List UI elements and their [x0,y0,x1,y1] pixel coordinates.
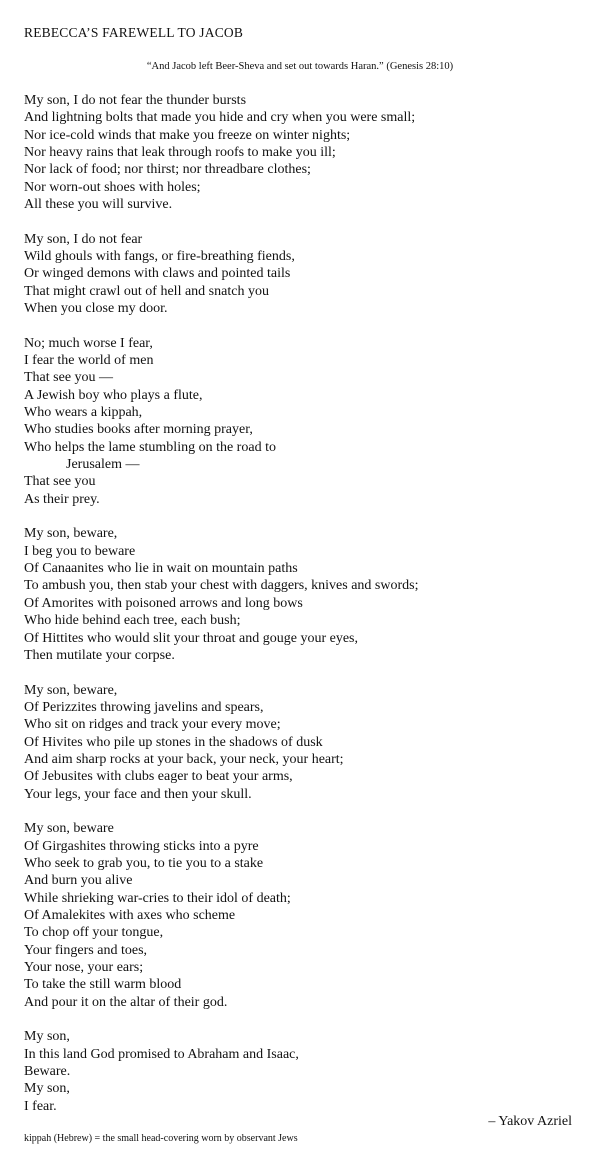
poem-line: Then mutilate your corpse. [24,647,175,663]
author-attribution: – Yakov Azriel [488,1114,572,1129]
poem-line: Your legs, your face and then your skull. [24,786,252,802]
poem-line: Of Amalekites with axes who scheme [24,907,236,923]
stanza-2 [24,231,594,318]
poem-line: Of Perizzites throwing javelins and spears, [24,699,264,715]
poem-line: To ambush you, then stab your chest with daggers, knives and swords; [24,578,419,594]
poem-line: When you close my door. [24,301,168,317]
poem-line: Of Canaanites who lie in wait on mountain paths [24,561,298,577]
poem-line: All these you will survive. [24,197,173,213]
poem-line: My son, [24,1081,70,1097]
poem-line: Who sit on ridges and track your every move; [24,717,281,733]
poem-line: Of Hittites who would slit your throat and gouge your eyes, [24,630,359,646]
poem-line: In this land God promised to Abraham and Isaac, [24,1046,299,1062]
stanza-1 [24,92,594,213]
stanza-4 [24,525,594,664]
poem-line: As their prey. [24,491,100,507]
poem-line: And lightning bolts that made you hide and cry when you were small; [24,110,416,126]
poem-line: My son, [24,1029,70,1045]
poem-line: A Jewish boy who plays a flute, [24,387,203,403]
poem-line: Nor lack of food; nor thirst; nor threadbare clothes; [24,162,311,178]
poem-line: While shrieking war-cries to their idol of death; [24,890,291,906]
epigraph: “And Jacob left Beer-Sheva and set out towards Haran.” (Genesis 28:10) [146,61,454,72]
poem-line: To chop off your tongue, [24,925,164,941]
poem-line: Of Hivites who pile up stones in the shadows of dusk [24,734,323,750]
stanza-3 [24,335,594,508]
stanza-5 [24,682,594,803]
footnote: kippah (Hebrew) = the small head-covering worn by observant Jews [24,1133,298,1144]
poem-line: That see you — [24,370,114,386]
poem-body [24,92,594,1132]
poem-line: My son, beware, [24,682,118,698]
poem-line: That might crawl out of hell and snatch you [24,283,269,299]
poem-line: Nor ice-cold winds that make you freeze on winter nights; [24,127,351,143]
poem-line: Who studies books after morning prayer, [24,422,253,438]
poem-line: No; much worse I fear, [24,335,153,351]
poem-line: Beware. [24,1063,71,1079]
poem-line: Of Jebusites with clubs eager to beat your arms, [24,769,293,785]
poem-line: My son, I do not fear [24,231,143,247]
poem-line: My son, I do not fear the thunder bursts [24,93,247,108]
poem-line: I fear the world of men [24,353,154,369]
poem-line: My son, beware, [24,526,118,542]
poem-line: I fear. [24,1098,57,1114]
poem-line: Who wears a kippah, [24,405,143,421]
poem-line: And burn you alive [24,873,133,889]
poem-line: Of Girgashites throwing sticks into a pyre [24,838,259,854]
poem-line: I beg you to beware [24,543,136,559]
stanza-6 [24,820,594,1011]
poem-line: And aim sharp rocks at your back, your neck, your heart; [24,751,344,767]
poem-line: Who seek to grab you, to tie you to a stake [24,855,264,871]
poem-line: Nor worn-out shoes with holes; [24,179,201,195]
poem-line: Your nose, your ears; [24,959,144,975]
poem-line-continuation: Jerusalem — [66,457,140,473]
poem-line: Your fingers and toes, [24,942,148,958]
poem-line: Of Amorites with poisoned arrows and long bows [24,595,303,611]
poem-line: Who hide behind each tree, each bush; [24,613,241,629]
poem-line: Or winged demons with claws and pointed tails [24,266,291,282]
poem-line: And pour it on the altar of their god. [24,994,228,1010]
poem-line: Nor heavy rains that leak through roofs to make you ill; [24,145,336,161]
poem-title: REBECCA’S FAREWELL TO JACOB [24,25,244,40]
poem-line: My son, beware [24,821,114,837]
poem-line: Who helps the lame stumbling on the road to [24,439,276,455]
stanza-7 [24,1028,594,1115]
poem-line: Wild ghouls with fangs, or fire-breathing fiends, [24,249,295,265]
poem-line: To take the still warm blood [24,977,182,993]
poem-line: That see you [24,474,96,490]
